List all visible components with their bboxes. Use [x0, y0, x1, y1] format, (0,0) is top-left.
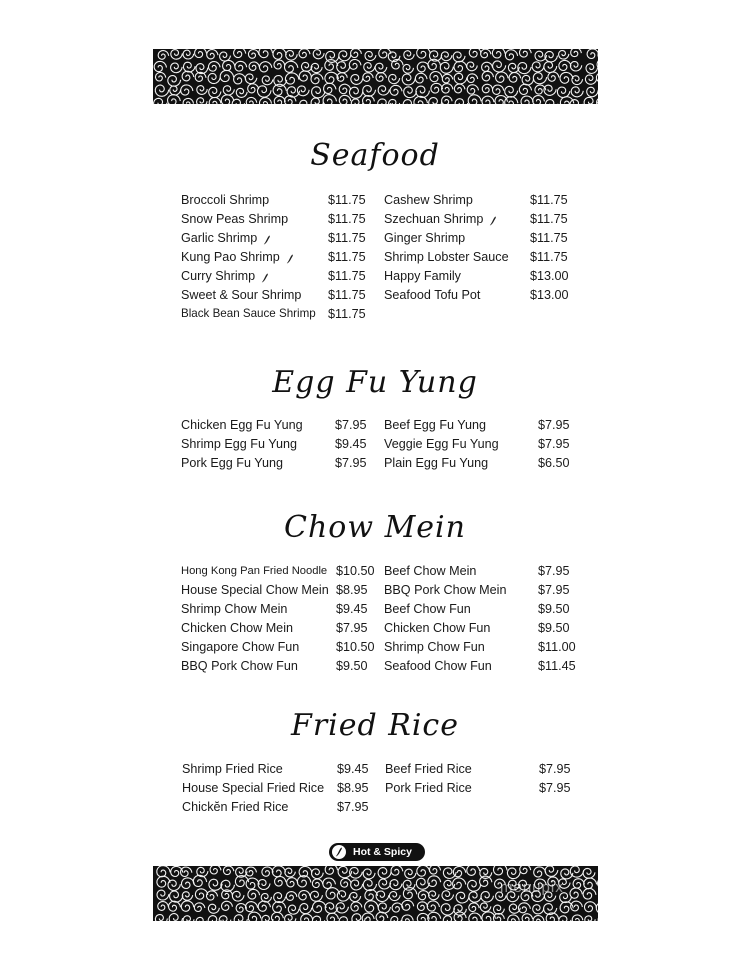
menu-item-chick-n-fried-rice	[182, 798, 387, 816]
section-title-fried-rice: Fried Rice	[291, 708, 459, 743]
menu-item-name: Plain Egg Fu Yung	[384, 456, 489, 470]
chili-pepper-icon	[489, 213, 497, 223]
menu-item-price: $7.95	[539, 781, 571, 795]
section-title-egg-fu-yung: Egg Fu Yung	[272, 365, 478, 400]
menu-item-ginger-shrimp	[384, 229, 580, 247]
menu-item-name: House Special Chow Mein	[181, 583, 329, 597]
menu-item-name: BBQ Pork Chow Fun	[181, 659, 298, 673]
menu-item-veggie-egg-fu-yung	[384, 435, 588, 453]
menu-item-snow-peas-shrimp	[181, 210, 378, 228]
menu-item-price: $8.95	[336, 583, 368, 597]
menu-item-price: $11.75	[530, 212, 568, 226]
menu-item-name: Shrimp Fried Rice	[182, 762, 283, 776]
menu-item-name: Beef Egg Fu Yung	[384, 418, 486, 432]
menu-item-name: Chicken Chow Mein	[181, 621, 293, 635]
menu-item-sweet-sour-shrimp	[181, 286, 378, 304]
menu-item-name: Garlic Shrimp	[181, 231, 258, 245]
menu-item-plain-egg-fu-yung	[384, 454, 588, 472]
menu-item-name: Szechuan Shrimp	[384, 212, 484, 226]
menu-item-kung-pao-shrimp	[181, 248, 378, 266]
menu-item-price: $11.75	[328, 250, 366, 264]
menu-item-beef-egg-fu-yung	[384, 416, 588, 434]
menu-item-name: Black Bean Sauce Shrimp	[181, 307, 316, 320]
menu-item-name: Beef Chow Mein	[384, 564, 477, 578]
menu-item-shrimp-chow-fun	[384, 638, 588, 656]
menu-item-price: $9.50	[538, 602, 570, 616]
menu-item-shrimp-chow-mein	[181, 600, 386, 618]
menu-item-name: Chickĕn Fried Rice	[182, 800, 289, 814]
menu-item-name: Hong Kong Pan Fried Noodle	[181, 565, 328, 577]
chili-pepper-icon	[332, 845, 346, 859]
menu-item-chicken-chow-mein	[181, 619, 386, 637]
chili-pepper-icon	[286, 251, 294, 261]
menu-item-price: $9.45	[336, 602, 368, 616]
menu-item-price: $7.95	[539, 762, 571, 776]
menu-item-pork-fried-rice	[385, 779, 589, 797]
menu-item-price: $7.95	[337, 800, 369, 814]
menu-item-price: $6.50	[538, 456, 570, 470]
menu-item-curry-shrimp	[181, 267, 378, 285]
hot-spicy-label: Hot & Spicy	[353, 846, 412, 858]
menu-item-price: $11.75	[530, 250, 568, 264]
chili-pepper-icon	[263, 232, 271, 242]
menu-item-price: $11.75	[328, 212, 366, 226]
menu-item-garlic-shrimp	[181, 229, 378, 247]
menu-item-chicken-egg-fu-yung	[181, 416, 385, 434]
menu-item-price: $10.50	[336, 640, 375, 654]
menu-item-price: $8.95	[337, 781, 369, 795]
menu-item-name: Kung Pao Shrimp	[181, 250, 280, 264]
menu-item-price: $7.95	[538, 583, 570, 597]
menu-item-beef-chow-fun	[384, 600, 588, 618]
menu-item-price: $11.75	[530, 193, 568, 207]
menu-item-price: $13.00	[530, 288, 569, 302]
menu-item-name: Beef Chow Fun	[384, 602, 471, 616]
menu-item-name: Shrimp Lobster Sauce	[384, 250, 509, 264]
menu-item-beef-fried-rice	[385, 760, 589, 778]
menu-item-singapore-chow-fun	[181, 638, 386, 656]
menu-item-price: $7.95	[335, 418, 367, 432]
menu-item-pork-egg-fu-yung	[181, 454, 385, 472]
menu-item-shrimp-lobster-sauce	[384, 248, 580, 266]
section-title-seafood: Seafood	[310, 138, 440, 173]
menu-item-price: $9.45	[337, 762, 369, 776]
watermark: menupix	[500, 879, 564, 896]
menu-item-name: BBQ Pork Chow Mein	[384, 583, 507, 597]
menu-item-beef-chow-mein	[384, 562, 588, 580]
menu-item-bbq-pork-chow-fun	[181, 657, 386, 675]
menu-item-name: Veggie Egg Fu Yung	[384, 437, 499, 451]
menu-item-price: $11.75	[328, 269, 366, 283]
menu-item-name: Beef Fried Rice	[385, 762, 472, 776]
menu-item-price: $7.95	[335, 456, 367, 470]
menu-item-shrimp-egg-fu-yung	[181, 435, 385, 453]
menu-item-price: $10.50	[336, 564, 375, 578]
menu-item-price: $11.00	[538, 640, 576, 654]
menu-item-price: $11.75	[328, 307, 366, 321]
menu-item-name: Broccoli Shrimp	[181, 193, 270, 207]
menu-item-name: Sweet & Sour Shrimp	[181, 288, 302, 302]
menu-item-name: Happy Family	[384, 269, 461, 283]
menu-item-name: Pork Fried Rice	[385, 781, 472, 795]
menu-item-price: $7.95	[538, 564, 570, 578]
menu-item-price: $11.75	[328, 231, 366, 245]
menu-item-price: $7.95	[538, 437, 570, 451]
swirl-pattern-band-top	[153, 49, 598, 104]
menu-item-price: $7.95	[538, 418, 570, 432]
menu-item-name: Curry Shrimp	[181, 269, 256, 283]
menu-item-price: $11.45	[538, 659, 576, 673]
menu-item-name: Ginger Shrimp	[384, 231, 466, 245]
menu-item-price: $9.45	[335, 437, 367, 451]
hot-spicy-legend	[329, 843, 425, 861]
menu-item-broccoli-shrimp	[181, 191, 378, 209]
menu-item-price: $11.75	[328, 193, 366, 207]
menu-item-name: House Special Fried Rice	[182, 781, 325, 795]
menu-item-price: $13.00	[530, 269, 569, 283]
menu-item-name: Shrimp Egg Fu Yung	[181, 437, 297, 451]
menu-item-name: Cashew Shrimp	[384, 193, 473, 207]
menu-item-shrimp-fried-rice	[182, 760, 387, 778]
menu-item-name: Shrimp Chow Mein	[181, 602, 288, 616]
menu-item-name: Snow Peas Shrimp	[181, 212, 289, 226]
menu-item-name: Shrimp Chow Fun	[384, 640, 485, 654]
menu-item-name: Seafood Chow Fun	[384, 659, 492, 673]
menu-item-house-special-chow-mein	[181, 581, 386, 599]
menu-item-chicken-chow-fun	[384, 619, 588, 637]
menu-item-price: $9.50	[538, 621, 570, 635]
menu-item-price: $7.95	[336, 621, 368, 635]
menu-item-price: $11.75	[530, 231, 568, 245]
menu-item-bbq-pork-chow-mein	[384, 581, 588, 599]
menu-item-hong-kong-pan-fried-noodle	[181, 562, 386, 580]
menu-item-name: Pork Egg Fu Yung	[181, 456, 283, 470]
menu-item-price: $9.50	[336, 659, 368, 673]
menu-item-name: Seafood Tofu Pot	[384, 288, 481, 302]
menu-item-name: Chicken Chow Fun	[384, 621, 491, 635]
menu-item-name: Chicken Egg Fu Yung	[181, 418, 303, 432]
menu-item-happy-family	[384, 267, 580, 285]
menu-item-cashew-shrimp	[384, 191, 580, 209]
menu-item-black-bean-sauce-shrimp	[181, 305, 378, 323]
menu-item-szechuan-shrimp	[384, 210, 580, 228]
menu-item-seafood-chow-fun	[384, 657, 588, 675]
swirl-pattern	[153, 49, 598, 104]
menu-item-house-special-fried-rice	[182, 779, 387, 797]
section-title-chow-mein: Chow Mein	[284, 510, 466, 545]
chili-pepper-icon	[261, 270, 269, 280]
menu-item-name: Singapore Chow Fun	[181, 640, 300, 654]
menu-item-seafood-tofu-pot	[384, 286, 580, 304]
menu-item-price: $11.75	[328, 288, 366, 302]
